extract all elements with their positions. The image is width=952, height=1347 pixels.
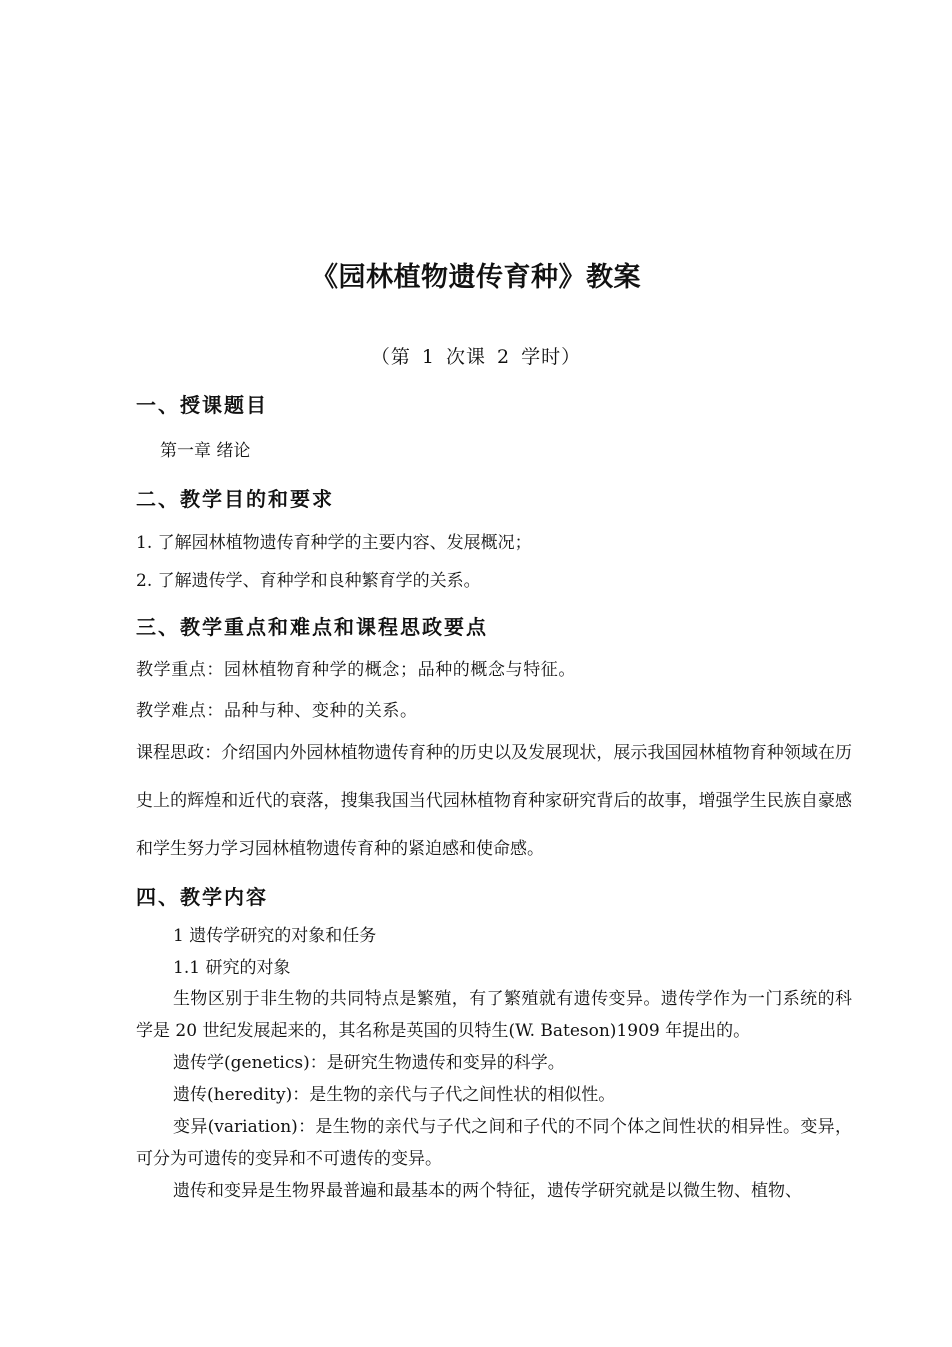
document-title: 《园林植物遗传育种》教案 [311,262,641,293]
objective-item-2: 2. 了解遗传学、育种学和良种繁育学的关系。 [136,571,481,591]
difficulty-text: 教学难点：品种与种、变种的关系。 [136,701,418,721]
content-paragraph-variation: 变异(variation)：是生物的亲代与子代之间和子代的不同个体之间性状的相异性。变异，可分为可遗传的变异和不可遗传的变异。 [136,1117,852,1169]
ideology-paragraph: 课程思政：介绍国内外园林植物遗传育种的历史以及发展现状，展示我国园林植物育种领域在历史上的辉煌和近代的衰落，搜集我国当代园林植物育种家研究背后的故事，增强学生民族自豪感和学生努力学习园林植物遗传育种的紧迫感和使命感。 [136,743,852,859]
section-heading-key-points: 三、教学重点和难点和课程思政要点 [136,615,488,639]
section-heading-objectives: 二、教学目的和要求 [136,487,334,511]
content-paragraph-features: 遗传和变异是生物界最普遍和最基本的两个特征，遗传学研究就是以微生物、植物、 [173,1181,802,1201]
content-subheading-1-1: 1.1 研究的对象 [173,958,291,978]
key-point-text: 教学重点：园林植物育种学的概念；品种的概念与特征。 [136,660,576,680]
topic-text: 第一章 绪论 [160,441,251,461]
objective-item-1: 1. 了解园林植物遗传育种学的主要内容、发展概况； [136,533,532,553]
content-subheading-1: 1 遗传学研究的对象和任务 [173,926,377,946]
section-heading-topic: 一、授课题目 [136,393,268,417]
content-paragraph-1: 生物区别于非生物的共同特点是繁殖，有了繁殖就有遗传变异。遗传学作为一门系统的科学是 20 世纪发展起来的，其名称是英国的贝特生(W. Bateson)1909 年提出的。 [136,989,852,1041]
content-paragraph-heredity: 遗传(heredity)：是生物的亲代与子代之间性状的相似性。 [173,1085,616,1105]
document-subtitle: （第 1 次课 2 学时） [370,346,582,368]
section-heading-content: 四、教学内容 [136,885,268,909]
content-paragraph-genetics: 遗传学(genetics)：是研究生物遗传和变异的科学。 [173,1053,565,1073]
